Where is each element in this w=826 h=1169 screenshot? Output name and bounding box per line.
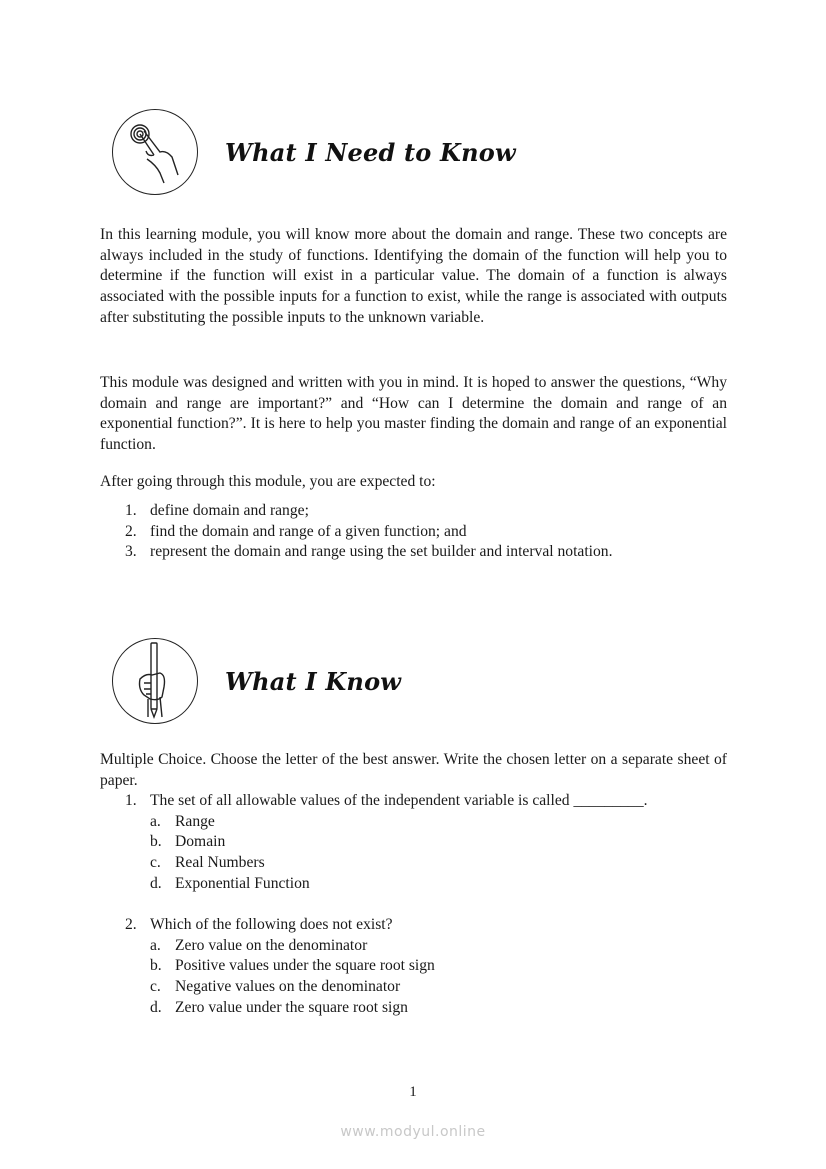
objective-item: 3. represent the domain and range using the set builder and interval notation. — [125, 543, 613, 561]
question-stem: 1. The set of all allowable values of the independent variable is called _________. — [125, 792, 648, 809]
section-title: What I Know — [225, 666, 402, 696]
choices-list — [100, 812, 740, 895]
section-header-what-i-need-to-know — [112, 109, 516, 195]
question-2 — [100, 915, 740, 1019]
hand-holding-pencil-icon — [112, 638, 198, 724]
purpose-paragraph: This module was designed and written with you in mind. It is hoped to answer the questions, “Why domain and range are important?” and “How can I determine the domain and range of an exponential function?”. It is here to help you master finding the domain and range of an exponential function. — [100, 374, 727, 454]
intro-paragraph: In this learning module, you will know more about the domain and range. These two concepts are always included in the study of functions. Identifying the domain of the function will help you to determine if the function will exist in a particular value. The domain of a function is always associated with the possible inputs for a function to exist, while the range is associated with outputs after substituting the possible inputs to the unknown variable. — [100, 226, 727, 326]
hand-pointing-icon — [112, 109, 198, 195]
instructions-paragraph: Multiple Choice. Choose the letter of the best answer. Write the chosen letter on a separate sheet of paper. — [100, 751, 727, 789]
choices-list — [100, 936, 740, 1019]
choice-item: c. Negative values on the denominator — [150, 978, 401, 996]
objective-item: 1. define domain and range; — [125, 502, 309, 519]
question-stem: 2. Which of the following does not exist? — [125, 916, 393, 933]
question-1 — [100, 791, 740, 895]
objective-item: 2. find the domain and range of a given function; and — [125, 522, 467, 540]
choice-item: d. Zero value under the square root sign — [150, 998, 408, 1016]
choice-item: a. Zero value on the denominator — [150, 936, 368, 954]
choice-item: d. Exponential Function — [150, 874, 310, 892]
watermark: www.modyul.online — [340, 1124, 486, 1140]
expectations-lead: After going through this module, you are expected to: — [100, 473, 436, 490]
choice-item: b. Domain — [150, 833, 226, 851]
choice-item: a. Range — [150, 812, 215, 830]
choice-item: c. Real Numbers — [150, 854, 265, 872]
objectives-list — [100, 501, 740, 563]
section-header-what-i-know — [112, 638, 401, 724]
section-title: What I Need to Know — [225, 137, 516, 167]
choice-item: b. Positive values under the square root sign — [150, 957, 435, 975]
page-number: 1 — [409, 1084, 417, 1100]
